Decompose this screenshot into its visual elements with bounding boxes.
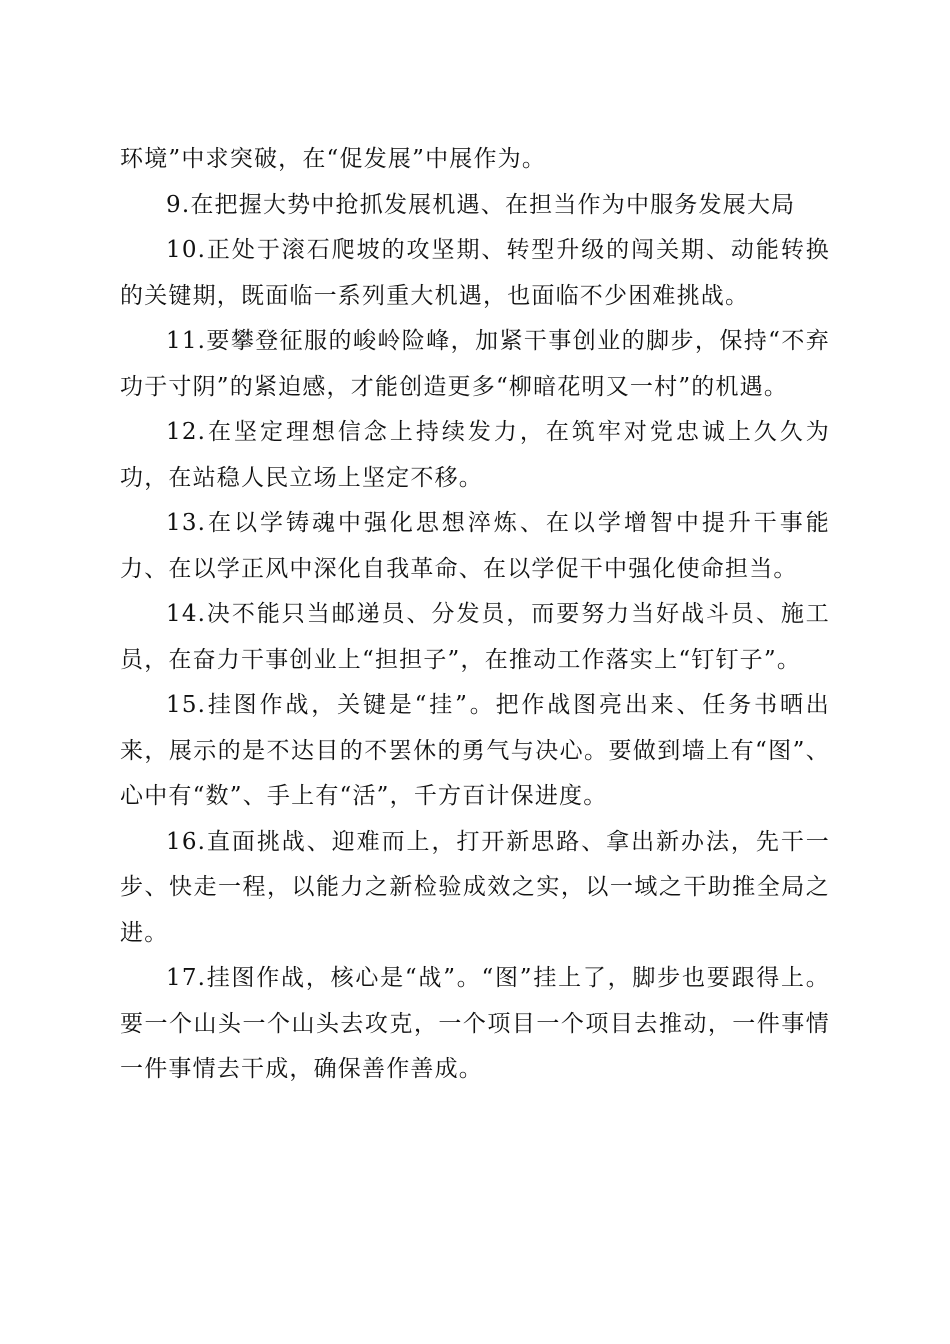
paragraph-16: 16.直面挑战、迎难而上，打开新思路、拿出新办法，先干一步、快走一程，以能力之新检验成效之实，以一域之干助推全局之进。 [120, 828, 830, 946]
paragraph-17: 17.挂图作战，核心是“战”。“图”挂上了，脚步也要跟得上。要一个山头一个山头去攻克，一个项目一个项目去推动，一件事情一件事情去干成，确保善作善成。 [120, 965, 830, 1082]
paragraph-10: 10.正处于滚石爬坡的攻坚期、转型升级的闯关期、动能转换的关键期，既面临一系列重大机遇，也面临不少困难挑战。 [120, 237, 830, 309]
paragraph-continuation: 环境”中求突破，在“促发展”中展作为。 [120, 146, 547, 172]
paragraph-15: 15.挂图作战，关键是“挂”。把作战图亮出来、任务书晒出来，展示的是不达目的不罢休的勇气与决心。要做到墙上有“图”、心中有“数”、手上有“活”，千方百计保进度。 [120, 692, 830, 809]
paragraph-9: 9.在把握大势中抢抓发展机遇、在担当作为中服务发展大局 [166, 191, 796, 218]
paragraph-13: 13.在以学铸魂中强化思想淬炼、在以学增智中提升干事能力、在以学正风中深化自我革命、在以学促干中强化使命担当。 [120, 510, 830, 582]
paragraph-14: 14.决不能只当邮递员、分发员，而要努力当好战斗员、施工员，在奋力干事创业上“担担子”，在推动工作落实上“钉钉子”。 [120, 601, 830, 673]
document-body [120, 137, 830, 1093]
paragraph-12: 12.在坚定理想信念上持续发力，在筑牢对党忠诚上久久为功，在站稳人民立场上坚定不移。 [120, 419, 830, 491]
paragraph-11: 11.要攀登征服的峻岭险峰，加紧干事创业的脚步，保持“不弃功于寸阴”的紧迫感，才能创造更多“柳暗花明又一村”的机遇。 [120, 328, 830, 400]
